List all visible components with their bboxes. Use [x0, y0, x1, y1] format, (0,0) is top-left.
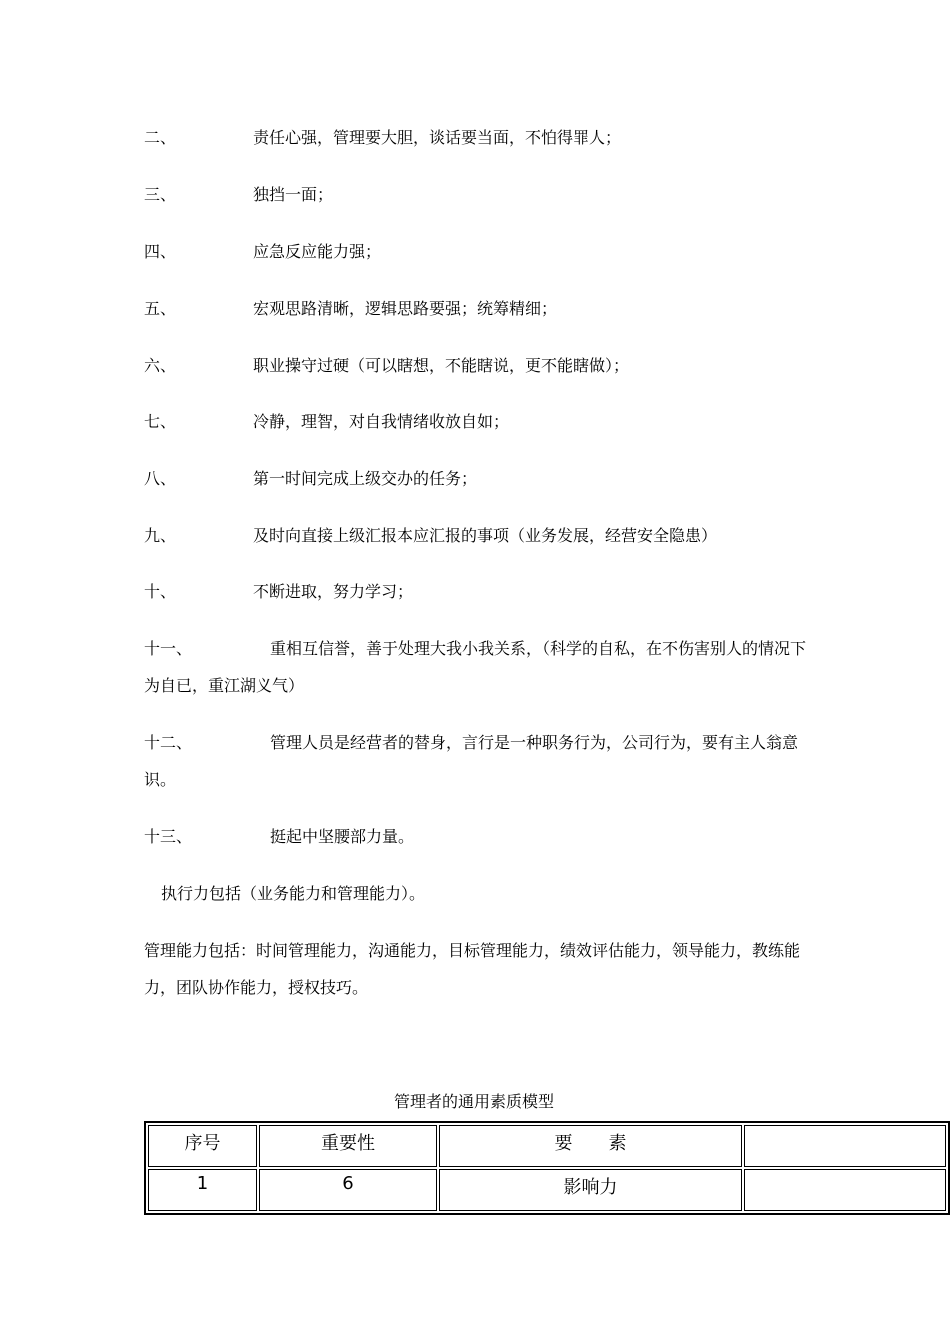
item-number: 五、 — [144, 299, 177, 318]
list-item — [144, 724, 814, 798]
item-text: 挺起中坚腰部力量。 — [270, 827, 415, 846]
list-item — [144, 403, 814, 440]
table-row — [148, 1169, 946, 1211]
list-item — [144, 460, 814, 497]
item-text: 第一时间完成上级交办的任务； — [253, 469, 478, 488]
item-text: 及时向直接上级汇报本应汇报的事项（业务发展，经营安全隐患） — [253, 526, 718, 545]
quality-model-table — [144, 1121, 950, 1215]
item-number: 六、 — [144, 356, 177, 375]
list-item — [144, 290, 814, 327]
table-header-row — [148, 1125, 946, 1167]
item-number: 十二、 — [144, 733, 193, 752]
item-text: 宏观思路清晰，逻辑思路要强；统筹精细； — [253, 299, 558, 318]
header-cell: 要 素 — [439, 1125, 742, 1167]
item-text: 重相互信誉，善于处理大我小我关系，（科学的自私，在不伤害别人的情况下为自已，重江湖义气） — [144, 639, 807, 695]
header-cell: 序号 — [148, 1125, 257, 1167]
item-text: 冷静，理智，对自我情绪收放自如； — [253, 412, 510, 431]
item-number: 七、 — [144, 412, 177, 431]
item-text: 不断进取，努力学习； — [253, 582, 414, 601]
table-cell: 影响力 — [439, 1169, 742, 1211]
list-item — [144, 573, 814, 610]
item-number: 十、 — [144, 582, 177, 601]
table-cell: 6 — [259, 1169, 437, 1211]
list-item — [144, 347, 814, 384]
list-item — [144, 517, 814, 554]
table-cell — [744, 1169, 946, 1211]
item-number: 十三、 — [144, 827, 193, 846]
item-number: 八、 — [144, 469, 177, 488]
item-text: 管理人员是经营者的替身，言行是一种职务行为，公司行为，要有主人翁意识。 — [144, 733, 799, 789]
item-number: 九、 — [144, 526, 177, 545]
list-item — [144, 176, 814, 213]
list-item — [144, 818, 814, 855]
item-number: 三、 — [144, 185, 177, 204]
item-number: 四、 — [144, 242, 177, 261]
item-number: 十一、 — [144, 639, 193, 658]
list-item — [144, 233, 814, 270]
table-cell: 1 — [148, 1169, 257, 1211]
execution-paragraph: 执行力包括（业务能力和管理能力）。 — [161, 884, 426, 903]
item-number: 二、 — [144, 128, 177, 147]
header-cell: 重要性 — [259, 1125, 437, 1167]
list-item — [144, 630, 814, 704]
table-title: 管理者的通用素质模型 — [393, 1092, 554, 1111]
list-item — [144, 119, 814, 156]
item-text: 职业操守过硬（可以瞎想，不能瞎说，更不能瞎做）； — [253, 356, 630, 375]
item-text: 独挡一面； — [253, 185, 334, 204]
item-text: 应急反应能力强； — [253, 242, 382, 261]
management-paragraph: 管理能力包括：时间管理能力，沟通能力，目标管理能力，绩效评估能力，领导能力，教练能力，团队协作能力，授权技巧。 — [144, 941, 801, 997]
item-text: 责任心强，管理要大胆，谈话要当面，不怕得罪人； — [253, 128, 622, 147]
header-cell — [744, 1125, 946, 1167]
